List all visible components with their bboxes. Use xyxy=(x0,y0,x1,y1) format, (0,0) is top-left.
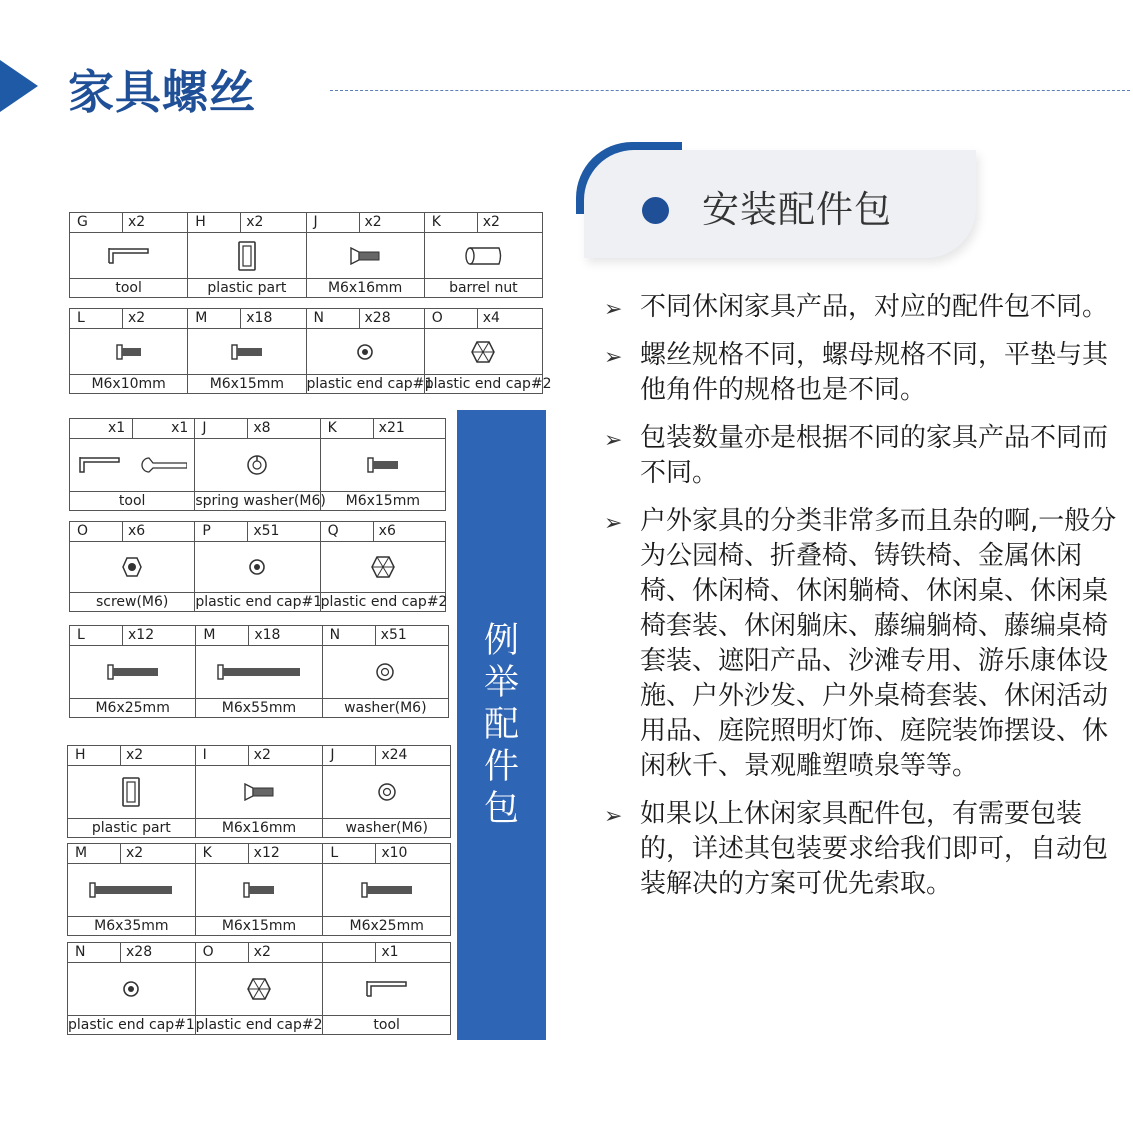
parts-grid-8 xyxy=(67,942,451,1035)
part-header xyxy=(196,943,323,963)
part-cell xyxy=(195,746,323,837)
header-divider xyxy=(359,213,360,232)
part-header xyxy=(70,213,187,233)
part-label: spring washer(M6) xyxy=(195,493,326,509)
part-quantity: x2 xyxy=(253,944,271,960)
part-quantity: x2 xyxy=(128,310,146,326)
part-code: O xyxy=(202,944,214,960)
part-quantity: x24 xyxy=(381,747,408,763)
part-header xyxy=(321,522,445,542)
header-divider xyxy=(248,844,249,863)
list-item: ➢ 包装数量亦是根据不同的家具产品不同而不同。 xyxy=(604,423,1109,488)
part-header xyxy=(196,746,323,766)
list-item: ➢ 户外家具的分类非常多而且杂的啊,一般分为公园椅、折叠椅、铸铁椅、金属休闲椅、休闲椅、休闲躺椅、休闲桌、休闲桌椅套装、休闲躺床、藤编躺椅、藤编桌椅套装、遮阳产品、沙滩专用、游乐康体设施、户外沙发、户外桌椅套装、休闲活动用品、庭院照明灯饰、庭院装饰摆设、休闲秋千、景观雕塑喷泉等等。 xyxy=(604,506,1117,781)
parts-grid-2 xyxy=(69,308,552,394)
part-code: L xyxy=(330,845,339,861)
header-divider xyxy=(477,309,478,328)
header-divider xyxy=(240,309,241,328)
part-header xyxy=(323,943,450,963)
long-bolt-icon xyxy=(68,863,195,917)
part-code: M xyxy=(203,627,216,643)
part-label: M6x10mm xyxy=(70,374,187,393)
part-label: plastic end cap#2 xyxy=(424,376,552,392)
part-quantity: x2 xyxy=(126,845,144,861)
header-divider xyxy=(247,419,248,438)
part-header xyxy=(188,309,305,329)
part-header xyxy=(307,213,424,233)
part-label: plastic part xyxy=(68,818,195,837)
part-label: plastic end cap#2 xyxy=(195,1017,323,1033)
part-quantity: x6 xyxy=(378,523,396,539)
flat-screw-icon xyxy=(307,232,424,279)
parts-grid-3 xyxy=(69,418,446,511)
section-card xyxy=(584,150,976,258)
header-divider xyxy=(122,213,123,232)
part-quantity: x8 xyxy=(253,420,271,436)
part-code: Q xyxy=(327,523,339,539)
card-title: 安装配件包 xyxy=(702,188,892,231)
part-quantity: x51 xyxy=(380,627,407,643)
part-quantity: x18 xyxy=(254,627,281,643)
part-label: tool xyxy=(70,491,194,510)
part-header xyxy=(323,844,450,864)
bolt-icon xyxy=(188,328,305,375)
part-label: M6x15mm xyxy=(196,916,323,935)
part-cell xyxy=(424,213,542,297)
part-quantity: x12 xyxy=(253,845,280,861)
part-cell xyxy=(195,626,321,717)
part-header xyxy=(195,419,319,439)
part-header xyxy=(68,844,195,864)
part-quantity: x1 xyxy=(108,420,126,436)
header-divider xyxy=(247,522,248,541)
allen-key-icon xyxy=(323,962,450,1016)
part-cell xyxy=(306,309,434,393)
part-cell xyxy=(322,844,450,935)
header-divider xyxy=(359,309,360,328)
part-header xyxy=(425,213,542,233)
parts-grid-4 xyxy=(69,521,446,612)
part-label: plastic part xyxy=(188,278,305,297)
round-cap-icon xyxy=(195,541,319,593)
header-divider xyxy=(248,943,249,962)
part-quantity: x21 xyxy=(378,420,405,436)
part-cell xyxy=(70,626,195,717)
part-label: tool xyxy=(70,278,187,297)
part-cell xyxy=(322,626,448,717)
part-header xyxy=(70,522,194,542)
part-quantity: x4 xyxy=(482,310,500,326)
part-label: barrel nut xyxy=(425,278,542,297)
header-divider xyxy=(375,844,376,863)
part-cell xyxy=(424,309,552,393)
part-label: plastic end cap#1 xyxy=(68,1017,195,1033)
header-divider xyxy=(477,213,478,232)
part-cell xyxy=(70,419,194,510)
part-header xyxy=(68,943,195,963)
arrow-bullet-icon: ➢ xyxy=(604,511,623,536)
washer-icon xyxy=(323,645,448,699)
part-label: M6x16mm xyxy=(307,278,424,297)
nut-icon xyxy=(70,541,194,593)
medium-bolt-icon xyxy=(323,863,450,917)
part-code: J xyxy=(202,420,207,436)
part-header xyxy=(188,213,305,233)
example-pack-band xyxy=(457,410,546,1040)
part-header xyxy=(70,626,195,646)
part-quantity-2: x1 xyxy=(171,420,189,436)
part-code: J xyxy=(330,747,335,763)
parts-grid-7 xyxy=(67,843,451,936)
header-divider xyxy=(122,522,123,541)
parts-grid-5 xyxy=(69,625,449,718)
part-quantity: x51 xyxy=(253,523,280,539)
part-quantity: x2 xyxy=(253,747,271,763)
round-cap-icon xyxy=(307,328,424,375)
header-divider xyxy=(375,943,376,962)
arrow-bullet-icon: ➢ xyxy=(604,804,623,829)
list-item: ➢ 如果以上休闲家具配件包，有需要包装的，详述其包装要求给我们即可，自动包装解决的方案可优先索取。 xyxy=(604,799,1109,899)
part-header xyxy=(70,309,187,329)
medium-bolt-icon xyxy=(70,645,195,699)
part-cell xyxy=(70,522,194,611)
header-divider xyxy=(373,522,374,541)
part-code: I xyxy=(202,747,207,763)
arrow-bullet-icon: ➢ xyxy=(604,297,623,322)
part-code: L xyxy=(77,310,85,326)
part-cell xyxy=(195,943,323,1034)
part-header xyxy=(425,309,542,329)
part-cell xyxy=(187,213,305,297)
header-divider xyxy=(248,746,249,765)
part-label: washer(M6) xyxy=(323,698,448,717)
list-item: ➢ 螺丝规格不同，螺母规格不同，平垫与其他角件的规格也是不同。 xyxy=(604,340,1109,405)
part-cell xyxy=(322,943,450,1034)
part-cell xyxy=(68,943,195,1034)
header-divider xyxy=(240,213,241,232)
part-code: H xyxy=(75,747,86,763)
long-bolt-icon xyxy=(196,645,321,699)
part-cell xyxy=(70,213,187,297)
bolt-icon xyxy=(196,863,323,917)
part-code: K xyxy=(202,845,212,861)
part-label: M6x16mm xyxy=(196,818,323,837)
bolt-icon xyxy=(321,438,445,492)
part-code: H xyxy=(195,214,206,230)
part-code: M xyxy=(195,310,208,326)
header-divider xyxy=(375,746,376,765)
parts-grid-6 xyxy=(67,745,451,838)
part-header xyxy=(196,626,321,646)
part-label: M6x15mm xyxy=(321,491,445,510)
header-divider xyxy=(373,419,374,438)
header-divider xyxy=(248,626,249,645)
part-cell xyxy=(322,746,450,837)
part-quantity: x2 xyxy=(246,214,264,230)
plastic-part-icon xyxy=(188,232,305,279)
part-cell xyxy=(70,309,187,393)
header-divider xyxy=(375,626,376,645)
part-header xyxy=(70,419,194,439)
part-quantity: x28 xyxy=(364,310,391,326)
part-cell xyxy=(68,746,195,837)
part-cell xyxy=(194,522,323,611)
page-title: 家具螺丝 xyxy=(68,65,256,119)
hex-cap-icon xyxy=(321,541,445,593)
hex-cap-icon xyxy=(425,328,542,375)
header-divider xyxy=(120,844,121,863)
part-label: M6x25mm xyxy=(323,916,450,935)
parts-grid-1 xyxy=(69,212,543,298)
part-code: L xyxy=(77,627,85,643)
part-label: M6x35mm xyxy=(68,916,195,935)
part-cell xyxy=(194,419,326,510)
part-quantity: x6 xyxy=(128,523,146,539)
header-divider xyxy=(330,90,1130,91)
list-item: ➢ 不同休闲家具产品，对应的配件包不同。 xyxy=(604,290,1124,325)
part-code: O xyxy=(77,523,89,539)
part-label: washer(M6) xyxy=(323,818,450,837)
part-quantity: x18 xyxy=(246,310,273,326)
bullet-dot-icon xyxy=(642,197,669,224)
part-quantity: x28 xyxy=(126,944,153,960)
part-quantity: x2 xyxy=(128,214,146,230)
part-header xyxy=(307,309,424,329)
part-code: G xyxy=(77,214,88,230)
part-cell xyxy=(306,213,424,297)
part-cell xyxy=(187,309,305,393)
part-code: N xyxy=(329,627,341,643)
part-code: M xyxy=(75,845,88,861)
hex-cap-icon xyxy=(196,962,323,1016)
part-quantity: x2 xyxy=(482,214,500,230)
part-label: M6x55mm xyxy=(196,698,321,717)
part-label: M6x15mm xyxy=(188,374,305,393)
part-label: screw(M6) xyxy=(70,592,194,611)
part-code: O xyxy=(431,310,443,326)
part-code: N xyxy=(313,310,324,326)
washer-icon xyxy=(323,765,450,819)
part-cell xyxy=(320,419,445,510)
bullet-list xyxy=(604,290,1124,915)
flat-screw-icon xyxy=(196,765,323,819)
part-header xyxy=(323,626,448,646)
part-code: J xyxy=(313,214,318,230)
part-quantity: x10 xyxy=(381,845,408,861)
part-code: K xyxy=(327,420,337,436)
header-arrow-icon xyxy=(0,60,38,112)
part-header xyxy=(323,746,450,766)
part-cell xyxy=(195,844,323,935)
header-divider xyxy=(122,626,123,645)
part-label: tool xyxy=(323,1015,450,1034)
allen-key-wrench-icon xyxy=(70,438,194,492)
part-label: plastic end cap#2 xyxy=(320,594,448,610)
header-divider xyxy=(120,943,121,962)
allen-key-icon xyxy=(70,232,187,279)
part-code: N xyxy=(75,944,86,960)
part-label: M6x25mm xyxy=(70,698,195,717)
header-divider xyxy=(132,419,133,438)
part-label: plastic end cap#1 xyxy=(195,594,323,610)
barrel-nut-icon xyxy=(425,232,542,279)
plastic-part-icon xyxy=(68,765,195,819)
part-label: plastic end cap#1 xyxy=(306,376,434,392)
part-cell xyxy=(320,522,448,611)
spring-washer-icon xyxy=(195,438,319,492)
part-quantity: x1 xyxy=(381,944,399,960)
header-divider xyxy=(122,309,123,328)
part-quantity: x12 xyxy=(128,627,155,643)
band-label: 例 举 配 件 包 xyxy=(483,621,519,829)
part-code: K xyxy=(431,214,441,230)
part-quantity: x2 xyxy=(126,747,144,763)
part-quantity: x2 xyxy=(364,214,382,230)
part-header xyxy=(321,419,445,439)
part-header xyxy=(68,746,195,766)
part-header xyxy=(196,844,323,864)
header-divider xyxy=(120,746,121,765)
part-header xyxy=(195,522,319,542)
arrow-bullet-icon: ➢ xyxy=(604,428,623,453)
part-cell xyxy=(68,844,195,935)
arrow-bullet-icon: ➢ xyxy=(604,345,623,370)
part-code: P xyxy=(202,523,211,539)
short-bolt-icon xyxy=(70,328,187,375)
round-cap-icon xyxy=(68,962,195,1016)
